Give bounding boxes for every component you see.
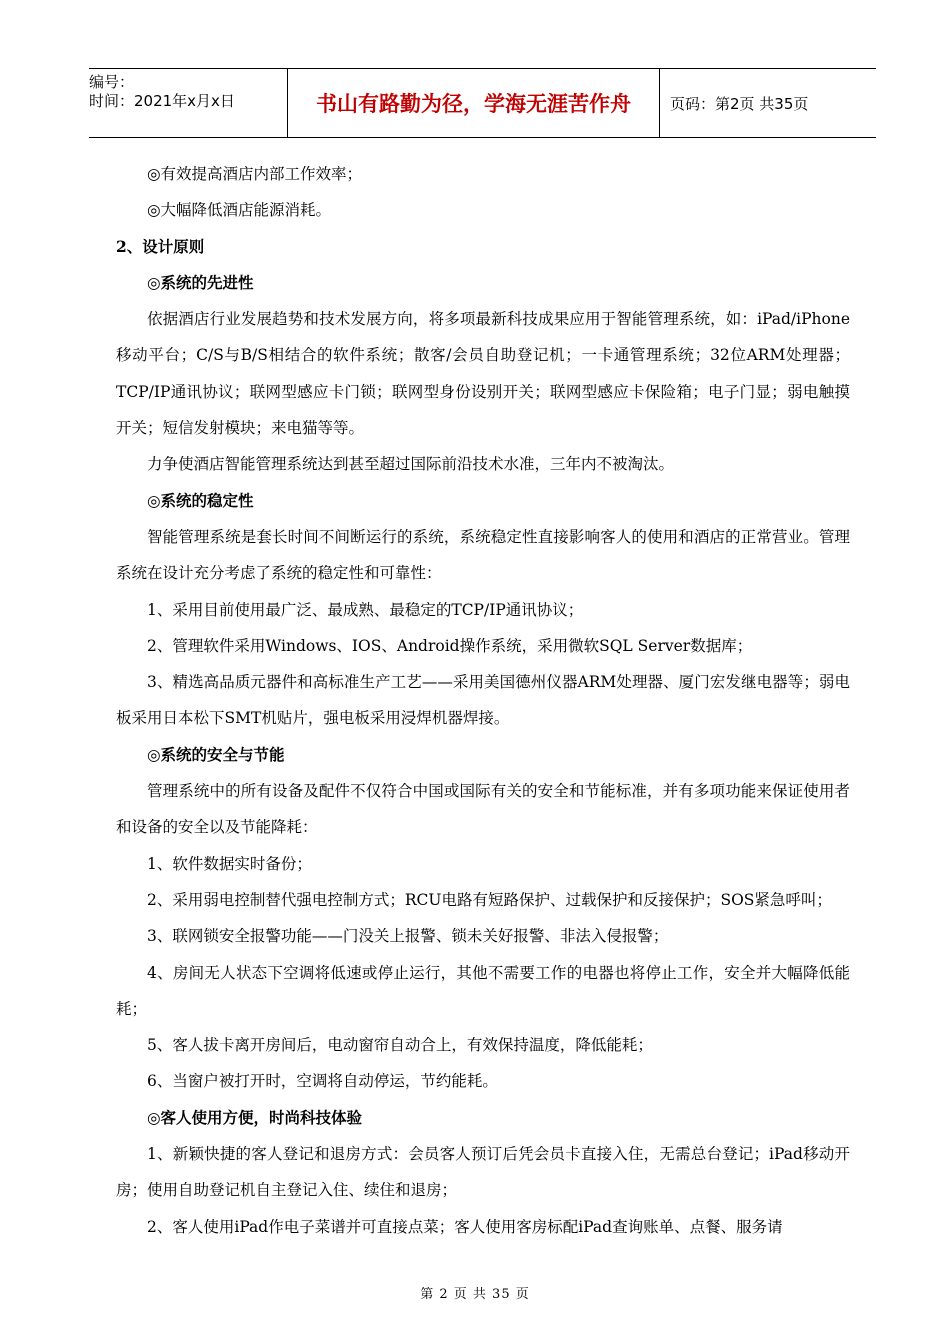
- body-paragraph: ◎有效提高酒店内部工作效率；: [147, 165, 363, 183]
- body-paragraph: 1、采用目前使用最广泛、最成熟、最稳定的TCP/IP通讯协议；: [147, 600, 584, 619]
- body-paragraph: 4、房间无人状态下空调将低速或停止运行，其他不需要工作的电器也将停止工作，安全并大幅降低能耗；: [116, 963, 850, 1018]
- body-paragraph: 依据酒店行业发展趋势和技术发展方向，将多项最新科技成果应用于智能管理系统，如：iPad/iPhone移动平台；C/S与B/S相结合的软件系统；散客/会员自助登记机；一卡通管理系统；32位ARM处理器；TCP/IP通讯协议；联网型感应卡门锁；联网型身份设别开关；联网型感应卡保险箱；电子门显；弱电触摸开关；短信发射模块；来电猫等等。: [116, 310, 850, 438]
- body-paragraph: 力争使酒店智能管理系统达到甚至超过国际前沿技术水准，三年内不被淘汰。: [147, 455, 675, 474]
- body-paragraph: 3、联网锁安全报警功能——门没关上报警、锁未关好报警、非法入侵报警；: [147, 927, 669, 946]
- body-paragraph: 2、管理软件采用Windows、IOS、Android操作系统，采用微软SQL Server数据库；: [147, 636, 753, 655]
- document-number-label: 编号：: [89, 73, 135, 91]
- body-paragraph: 智能管理系统是套长时间不间断运行的系统，系统稳定性直接影响客人的使用和酒店的正常营业。管理系统在设计充分考虑了系统的稳定性和可靠性：: [116, 527, 850, 583]
- subsection-heading: ◎系统的稳定性: [147, 490, 254, 510]
- body-paragraph: 管理系统中的所有设备及配件不仅符合中国或国际有关的安全和节能标准，并有多项功能来保证使用者和设备的安全以及节能降耗：: [116, 782, 850, 837]
- body-paragraph: 3、精选高品质元器件和高标准生产工艺——采用美国德州仪器ARM处理器、厦门宏发继电器等；弱电板采用日本松下SMT机贴片，强电板采用浸焊机器焊接。: [116, 673, 850, 728]
- body-paragraph: 1、软件数据实时备份；: [147, 854, 312, 873]
- page-header: [89, 68, 876, 138]
- body-paragraph: 2、采用弱电控制替代强电控制方式；RCU电路有短路保护、过载保护和反接保护；SOS紧急呼叫；: [147, 890, 832, 909]
- header-page-info: 页码：第2页 共35页: [670, 94, 809, 113]
- subsection-heading: ◎系统的先进性: [147, 272, 254, 292]
- subsection-heading: ◎客人使用方便，时尚科技体验: [147, 1107, 363, 1127]
- body-paragraph: 6、当窗户被打开时，空调将自动停运，节约能耗。: [147, 1072, 498, 1091]
- header-motto: 书山有路勤为径，学海无涯苦作舟: [287, 69, 660, 137]
- body-paragraph: 1、新颖快捷的客人登记和退房方式：会员客人预订后凭会员卡直接入住，无需总台登记；iPad移动开房；使用自助登记机自主登记入住、续住和退房；: [116, 1145, 850, 1200]
- subsection-heading: ◎系统的安全与节能: [147, 744, 285, 764]
- body-paragraph: ◎大幅降低酒店能源消耗。: [147, 201, 332, 220]
- header-meta: [89, 69, 287, 137]
- page-footer: 第 2 页 共 35 页: [420, 1287, 530, 1302]
- body-paragraph: 5、客人拔卡离开房间后，电动窗帘自动合上，有效保持温度，降低能耗；: [147, 1036, 653, 1055]
- body-paragraph: 2、客人使用iPad作电子菜谱并可直接点菜；客人使用客房标配iPad查询账单、点餐、服务请: [147, 1217, 783, 1236]
- section-heading: 2、设计原则: [116, 236, 205, 256]
- document-time-label: 时间：2021年x月x日: [89, 92, 235, 110]
- document-body: [116, 156, 850, 1245]
